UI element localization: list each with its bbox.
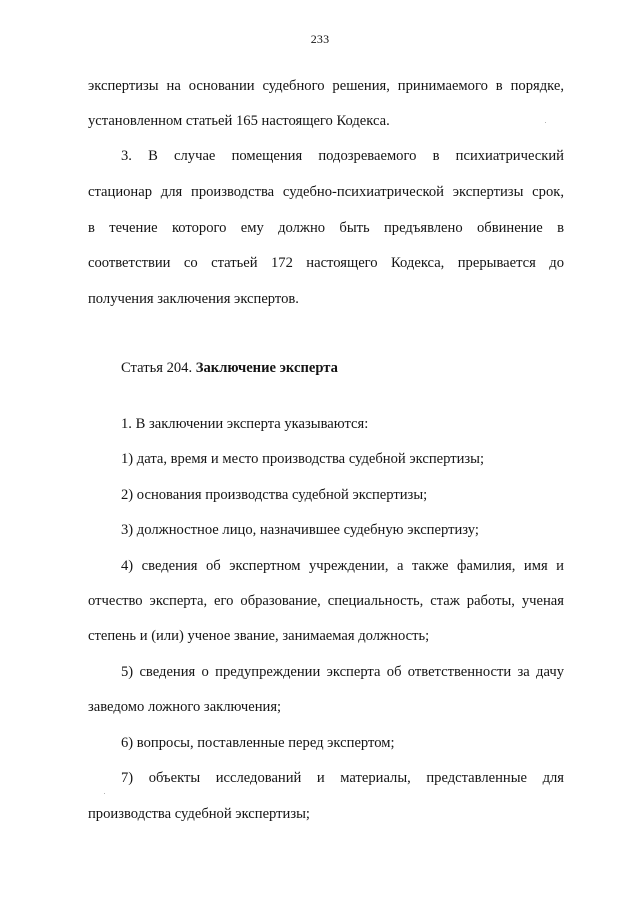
paragraph-line: получения заключения экспертов. — [88, 291, 299, 307]
page-number: 233 — [310, 32, 330, 46]
list-item: 3) должностное лицо, назначившее судебную экспертизу; — [121, 522, 479, 538]
paragraph-line: 3. В случае помещения подозреваемого в психиатрический — [121, 148, 564, 164]
article-number: Статья 204. — [121, 360, 196, 376]
paragraph-line: в течение которого ему должно быть предъявлено обвинение в — [88, 220, 564, 236]
list-item: 4) сведения об экспертном учреждении, а также фамилия, имя и — [121, 558, 564, 574]
list-item: 2) основания производства судебной экспертизы; — [121, 487, 428, 503]
list-item-continuation: степень и (или) ученое звание, занимаемая должность; — [88, 628, 430, 644]
scan-speck — [104, 793, 105, 794]
paragraph-line: экспертизы на основании судебного решения, принимаемого в порядке, — [88, 78, 564, 94]
list-item-continuation: заведомо ложного заключения; — [88, 699, 282, 715]
article-title: Заключение эксперта — [195, 360, 338, 376]
list-item-continuation: отчество эксперта, его образование, специальность, стаж работы, ученая — [88, 593, 564, 609]
list-item: 7) объекты исследований и материалы, представленные для — [121, 770, 564, 786]
list-item: 6) вопросы, поставленные перед экспертом; — [121, 735, 395, 751]
paragraph-line: соответствии со статьей 172 настоящего Кодекса, прерывается до — [88, 255, 564, 271]
list-item: 5) сведения о предупреждении эксперта об ответственности за дачу — [121, 664, 564, 680]
list-item: 1) дата, время и место производства судебной экспертизы; — [121, 451, 485, 467]
article-heading — [121, 359, 564, 377]
paragraph-line: установленном статьей 165 настоящего Кодекса. — [88, 113, 390, 129]
list-item-continuation: производства судебной экспертизы; — [88, 806, 310, 822]
paragraph-line: стационар для производства судебно-психиатрической экспертизы срок, — [88, 184, 564, 200]
list-item: 1. В заключении эксперта указываются: — [121, 416, 369, 432]
